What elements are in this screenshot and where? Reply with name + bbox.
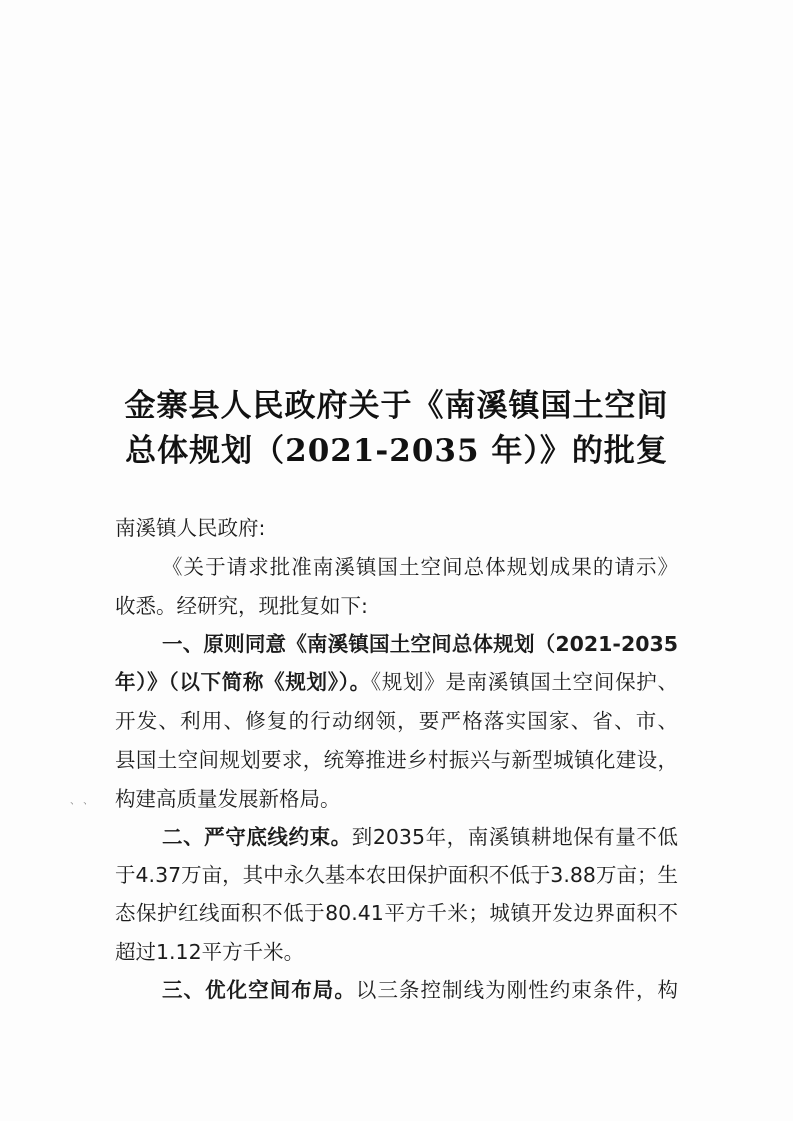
section-2-line-2: 于4.37万亩，其中永久基本农田保护面积不低于3.88万亩；生 (115, 863, 678, 887)
salutation: 南溪镇人民政府: (115, 516, 266, 540)
section-2-line-3: 态保护红线面积不低于80.41平方千米；城镇开发边界面积不 (115, 901, 678, 925)
section-1-line-3: 县国土空间规划要求，统筹推进乡村振兴与新型城镇化建设， (115, 748, 678, 772)
section-1-heading: 一、原则同意《南溪镇国土空间总体规划（2021-2035 (162, 632, 678, 656)
section-1-line-2: 开发、利用、修复的行动纲领，要严格落实国家、省、市、 (115, 709, 678, 733)
section-2-line-1 (162, 823, 678, 851)
section-1-line-1 (115, 668, 678, 696)
section-2-line-4: 超过1.12平方千米。 (115, 940, 305, 964)
section-1-text-1: 《规划》是南溪镇国土空间保护、 (370, 670, 678, 694)
section-3-heading: 三、优化空间布局。 (162, 978, 356, 1002)
section-3-line-1 (162, 976, 678, 1004)
section-1-heading-cont: 年）》（以下简称《规划》）。 (115, 670, 371, 694)
margin-mark: 、 、 (70, 796, 94, 807)
section-1-line-4: 构建高质量发展新格局。 (115, 787, 341, 811)
section-3-text-1: 以三条控制线为刚性约束条件，构 (355, 978, 679, 1002)
document-title-line-1: 金寨县人民政府关于《南溪镇国土空间 (124, 388, 669, 424)
section-2-heading: 二、严守底线约束。 (162, 825, 352, 849)
section-2-text-1: 到2035年，南溪镇耕地保有量不低 (351, 825, 679, 849)
intro-line-2: 收悉。经研究，现批复如下: (115, 594, 368, 618)
intro-line-1: 《关于请求批准南溪镇国土空间总体规划成果的请示》 (162, 555, 678, 579)
document-title-line-2: 总体规划（2021-2035 年）》的批复 (125, 433, 668, 469)
